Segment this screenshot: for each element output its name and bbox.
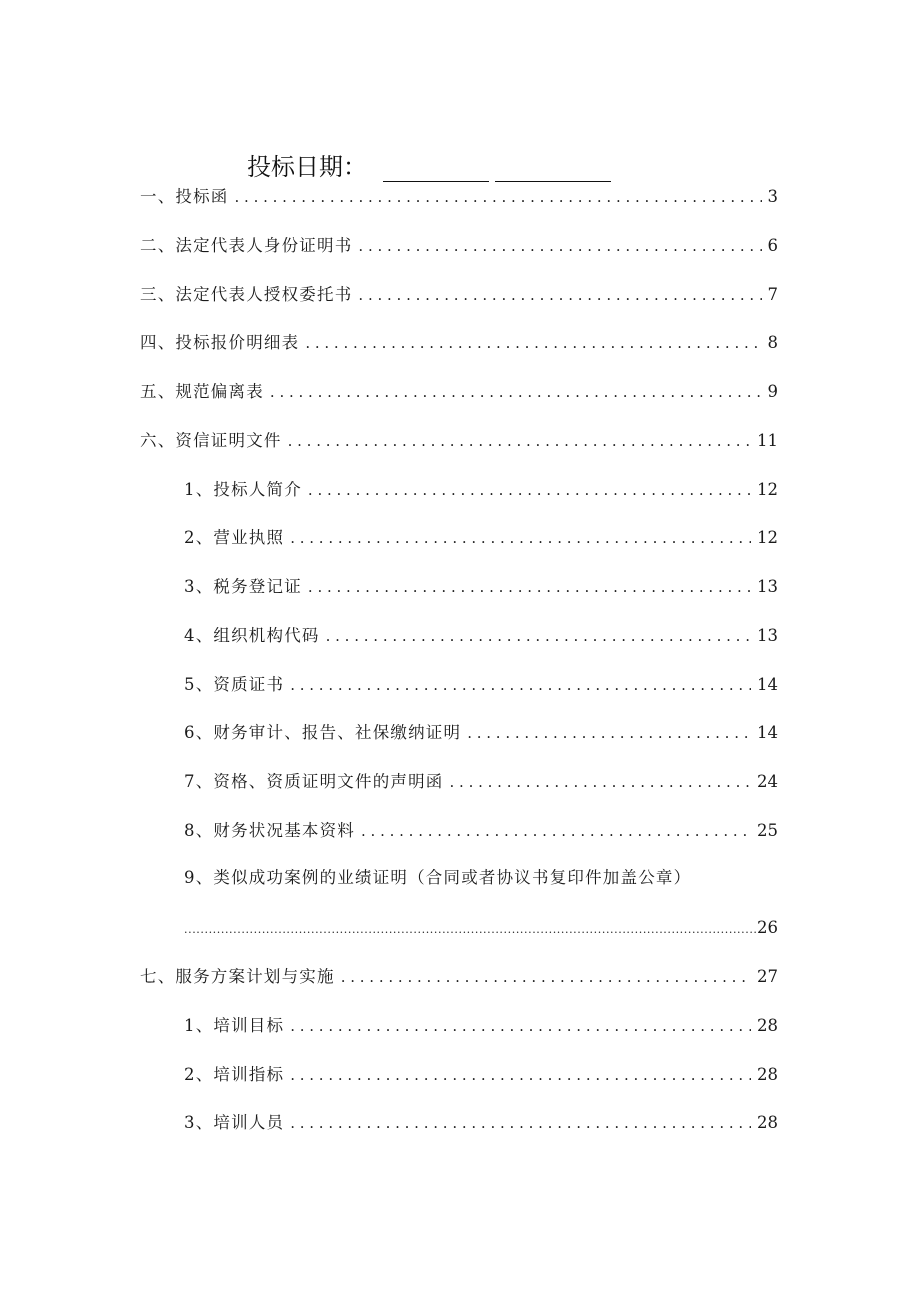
toc-entry-title: 5、资质证书 bbox=[184, 675, 285, 694]
toc-page-number: 3 bbox=[767, 187, 778, 206]
toc-subentry-wrapped-leader[interactable] bbox=[184, 915, 778, 941]
toc-subentry[interactable] bbox=[184, 1062, 778, 1088]
toc-subentry[interactable] bbox=[184, 818, 778, 844]
toc-page-number: 14 bbox=[757, 723, 778, 742]
toc-entry[interactable] bbox=[140, 428, 778, 454]
toc-page-number: 11 bbox=[757, 431, 778, 450]
toc-subentry[interactable] bbox=[184, 623, 778, 649]
toc-subentry[interactable] bbox=[184, 574, 778, 600]
toc-entry[interactable] bbox=[140, 330, 778, 356]
toc-page-number: 12 bbox=[757, 528, 778, 547]
toc-dot-leader bbox=[361, 818, 751, 844]
toc-entry-title: 2、营业执照 bbox=[184, 528, 285, 547]
toc-dot-leader bbox=[235, 184, 762, 210]
toc-entry-title: 六、资信证明文件 bbox=[140, 431, 282, 450]
toc-subentry[interactable] bbox=[184, 1110, 778, 1136]
toc-dot-leader bbox=[450, 769, 752, 795]
toc-page-number: 13 bbox=[757, 626, 778, 645]
toc-dot-leader bbox=[270, 379, 762, 405]
toc-subentry[interactable] bbox=[184, 477, 778, 503]
toc-dot-leader bbox=[358, 282, 761, 308]
toc-dot-leader bbox=[288, 428, 751, 454]
toc-page-number: 24 bbox=[757, 772, 778, 791]
toc-subentry[interactable] bbox=[184, 672, 778, 698]
toc-dot-leader bbox=[290, 1013, 751, 1039]
toc-dot-leader bbox=[467, 720, 751, 746]
toc-entry[interactable] bbox=[140, 184, 778, 210]
bid-date-label: 投标日期： bbox=[247, 153, 367, 181]
toc-page-number: 28 bbox=[757, 1065, 778, 1084]
toc-subentry[interactable] bbox=[184, 769, 778, 795]
toc-entry-title: 2、培训指标 bbox=[184, 1065, 285, 1084]
toc-entry-title: 3、税务登记证 bbox=[184, 577, 302, 596]
toc-dot-leader bbox=[305, 330, 761, 356]
toc-dot-leader bbox=[290, 525, 751, 551]
toc-dot-leader bbox=[290, 1110, 751, 1136]
toc-page-number: 6 bbox=[767, 236, 778, 255]
toc-entry[interactable] bbox=[140, 379, 778, 405]
toc-page-number: 13 bbox=[757, 577, 778, 596]
toc-dot-leader bbox=[184, 917, 757, 943]
toc-page-number: 25 bbox=[757, 821, 778, 840]
toc-page-number: 27 bbox=[757, 967, 778, 986]
toc-entry-title: 6、财务审计、报告、社保缴纳证明 bbox=[184, 723, 462, 742]
toc-page-number: 12 bbox=[757, 480, 778, 499]
toc-subentry[interactable] bbox=[184, 525, 778, 551]
toc-page-number: 28 bbox=[757, 1113, 778, 1132]
toc-entry-title: 三、法定代表人授权委托书 bbox=[140, 285, 353, 304]
toc-page-number: 8 bbox=[767, 333, 778, 352]
toc-entry[interactable] bbox=[140, 233, 778, 259]
toc-entry-title: 1、培训目标 bbox=[184, 1016, 285, 1035]
toc-entry-title: 五、规范偏离表 bbox=[140, 382, 264, 401]
toc-subentry[interactable] bbox=[184, 720, 778, 746]
toc-page-number: 9 bbox=[767, 382, 778, 401]
toc-entry-title: 3、培训人员 bbox=[184, 1113, 285, 1132]
toc-entry-title: 一、投标函 bbox=[140, 187, 229, 206]
toc-entry-title: 1、投标人简介 bbox=[184, 480, 302, 499]
toc-page-number: 7 bbox=[767, 285, 778, 304]
toc-page-number: 28 bbox=[757, 1016, 778, 1035]
toc-entry[interactable] bbox=[140, 282, 778, 308]
toc-dot-leader bbox=[290, 672, 751, 698]
toc-dot-leader bbox=[308, 477, 751, 503]
toc-entry-title: 7、资格、资质证明文件的声明函 bbox=[184, 772, 444, 791]
toc-subentry[interactable] bbox=[184, 1013, 778, 1039]
toc-entry-title: 四、投标报价明细表 bbox=[140, 333, 300, 352]
toc-dot-leader bbox=[308, 574, 751, 600]
toc-dot-leader bbox=[341, 964, 751, 990]
toc-subentry-wrapped-title[interactable]: 9、类似成功案例的业绩证明（合同或者协议书复印件加盖公章） bbox=[184, 868, 692, 887]
toc-entry-title: 七、服务方案计划与实施 bbox=[140, 967, 335, 986]
toc-dot-leader bbox=[290, 1062, 751, 1088]
toc-dot-leader bbox=[358, 233, 761, 259]
toc-entry-title: 8、财务状况基本资料 bbox=[184, 821, 355, 840]
toc-dot-leader bbox=[326, 623, 751, 649]
toc-entry-title: 4、组织机构代码 bbox=[184, 626, 320, 645]
toc-entry-title: 二、法定代表人身份证明书 bbox=[140, 236, 353, 255]
toc-page-number: 14 bbox=[757, 675, 778, 694]
toc-page-number: 26 bbox=[757, 918, 778, 937]
toc-entry[interactable] bbox=[140, 964, 778, 990]
